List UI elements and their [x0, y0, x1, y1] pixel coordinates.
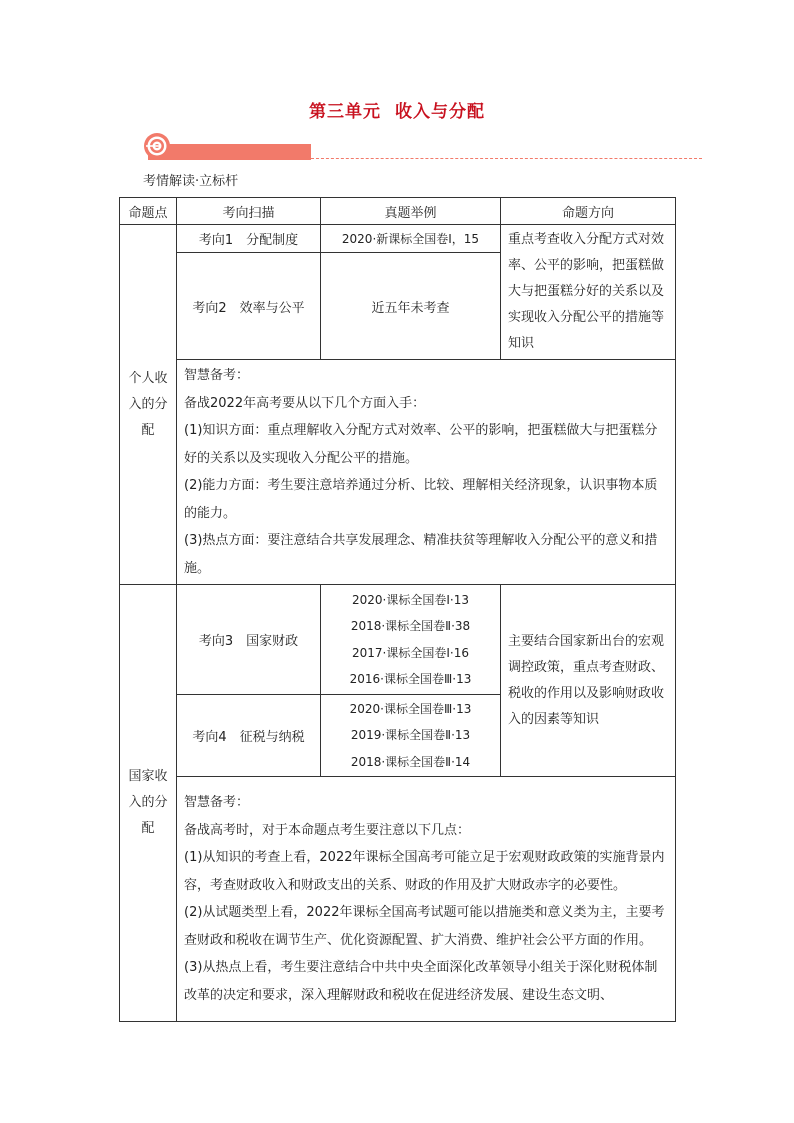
table-row: [120, 777, 676, 1022]
notes-line: (2)从试题类型上看，2022年课标全国高考试题可能以措施类和意义类为主，主要考查财政和税收在调节生产、优化资源配置、扩大消费、维护社会公平方面的作用。: [184, 905, 665, 948]
direction-cell: 重点考查收入分配方式对效率、公平的影响，把蛋糕做大与把蛋糕分好的关系以及实现收入分配公平的措施等知识: [501, 225, 676, 360]
title-part-1: 第三单元: [309, 102, 381, 122]
notes-line: (1)知识方面：重点理解收入分配方式对效率、公平的影响，把蛋糕做大与把蛋糕分好的关系以及实现收入分配公平的措施。: [184, 423, 658, 466]
example-line: 2016·课标全国卷Ⅲ·13: [349, 672, 472, 686]
table-row: [120, 585, 676, 695]
table-row: [120, 225, 676, 253]
topic-cell: 考向3 国家财政: [177, 585, 321, 695]
example-line: 2019·课标全国卷Ⅱ·13: [350, 728, 471, 743]
table-row: [120, 360, 676, 585]
header-cell: 真题举例: [321, 198, 501, 225]
notes-line: (2)能力方面：考生要注意培养通过分析、比较、理解相关经济现象，认识事物本质的能力。: [184, 478, 658, 521]
notes-cell: [177, 777, 676, 1022]
subheading: 考情解读·立标杆: [143, 174, 239, 189]
header-cell: 命题点: [120, 198, 177, 225]
page-title: [0, 97, 794, 122]
table-header-row: [120, 198, 676, 225]
header-cell: 命题方向: [501, 198, 676, 225]
topic-cell: 考向2 效率与公平: [177, 253, 321, 360]
example-line: 2018·课标全国卷Ⅱ·38: [350, 619, 471, 633]
example-cell: [321, 585, 501, 695]
section-banner: [140, 132, 702, 160]
notes-line: (3)热点方面：要注意结合共享发展理念、精准扶贫等理解收入分配公平的意义和措施。: [184, 533, 658, 576]
banner-bar: [148, 144, 311, 160]
target-icon: [143, 132, 171, 160]
notes-line: 备战2022年高考要从以下几个方面入手：: [184, 395, 426, 411]
example-cell: 2020·新课标全国卷Ⅰ，15: [321, 225, 501, 253]
notes-cell: [177, 360, 676, 585]
example-line: 2020·课标全国卷Ⅲ·13: [349, 701, 472, 716]
topic-cell: 考向4 征税与纳税: [177, 695, 321, 777]
example-cell: [321, 695, 501, 777]
notes-line: (1)从知识的考查上看，2022年课标全国高考可能立足于宏观财政政策的实施背景内容，考查财政收入和财政支出的关系、财政的作用及扩大财政赤字的必要性。: [184, 850, 665, 893]
topic-cell: 考向1 分配制度: [177, 225, 321, 253]
notes-line: (3)从热点上看，考生要注意结合中共中央全面深化改革领导小组关于深化财税体制改革的决定和要求，深入理解财政和税收在促进经济发展、建设生态文明、: [184, 960, 658, 1003]
direction-cell: 主要结合国家新出台的宏观调控政策，重点考查财政、税收的作用以及影响财政收入的因素等知识: [501, 585, 676, 777]
section-label: 个人收入的分配: [120, 225, 177, 585]
header-cell: 考向扫描: [177, 198, 321, 225]
notes-heading: 智慧备考：: [184, 368, 250, 383]
banner-dashed-line: [311, 158, 702, 159]
exam-analysis-table: [119, 197, 676, 1022]
title-part-2: 收入与分配: [395, 102, 485, 122]
example-cell: 近五年未考查: [321, 253, 501, 360]
example-line: 2017·课标全国卷Ⅰ·16: [352, 645, 469, 660]
notes-line: 备战高考时，对于本命题点考生要注意以下几点：: [184, 822, 471, 838]
example-line: 2020·课标全国卷Ⅰ·13: [352, 592, 469, 607]
section-label: 国家收入的分配: [120, 585, 177, 1022]
notes-heading: 智慧备考：: [184, 795, 250, 810]
example-line: 2018·课标全国卷Ⅱ·14: [350, 754, 471, 769]
